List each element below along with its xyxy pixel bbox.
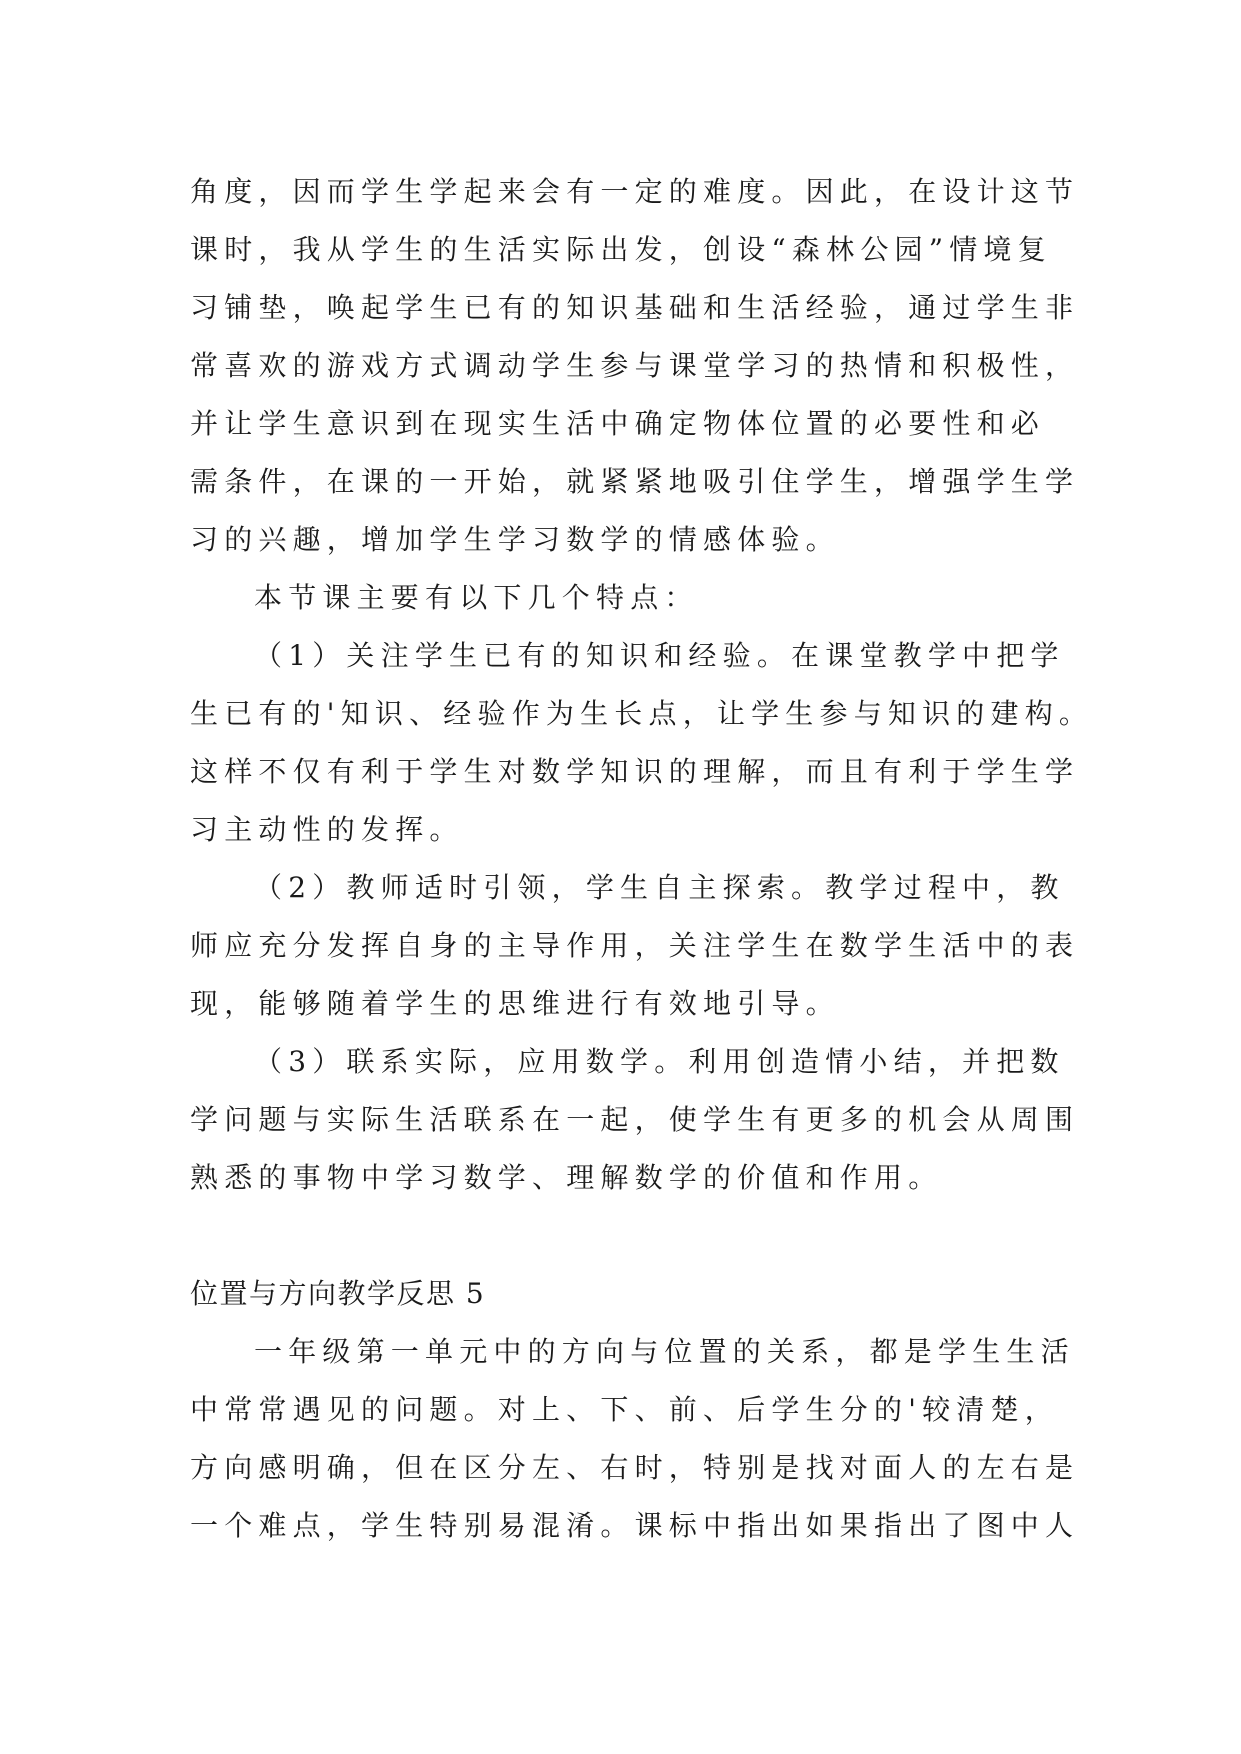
document-body [190,163,1094,1555]
paragraph-line: 本节课主要有以下几个特点： [254,581,699,614]
paragraph-line: 师应充分发挥自身的主导作用，关注学生在数学生活中的表 [190,929,1080,962]
point-2 [190,859,1080,1033]
paragraph-line: 课时，我从学生的生活实际出发，创设“森林公园”情境复 [190,233,1052,266]
paragraph-line: 习主动性的发挥。 [190,813,464,846]
paragraph-3 [190,1323,1080,1555]
paragraph-line: （3）联系实际，应用数学。利用创造情小结，并把数 [254,1045,1065,1078]
paragraph-line: 现，能够随着学生的思维进行有效地引导。 [190,987,840,1020]
paragraph-line: 常喜欢的游戏方式调动学生参与课堂学习的热情和积极性， [190,349,1080,382]
paragraph-line: 并让学生意识到在现实生活中确定物体位置的必要性和必 [190,407,1046,440]
paragraph-line: 生已有的'知识、经验作为生长点，让学生参与知识的建构。 [190,697,1094,730]
point-3 [190,1033,1080,1207]
paragraph-line: （1）关注学生已有的知识和经验。在课堂教学中把学 [254,639,1065,672]
section-heading: 位置与方向教学反思 5 [190,1277,486,1310]
paragraph-line: 一个难点，学生特别易混淆。课标中指出如果指出了图中人 [190,1509,1080,1542]
paragraph-line: 学问题与实际生活联系在一起，使学生有更多的机会从周围 [190,1103,1080,1136]
paragraph-line: 习的兴趣，增加学生学习数学的情感体验。 [190,523,840,556]
paragraph-line: 需条件，在课的一开始，就紧紧地吸引住学生，增强学生学 [190,465,1080,498]
paragraph-line: 这样不仅有利于学生对数学知识的理解，而且有利于学生学 [190,755,1080,788]
paragraph-line: （2）教师适时引领，学生自主探索。教学过程中，教 [254,871,1065,904]
paragraph-line: 一年级第一单元中的方向与位置的关系，都是学生生活 [254,1335,1075,1368]
paragraph-line: 中常常遇见的问题。对上、下、前、后学生分的'较清楚， [190,1393,1059,1426]
section-spacer [190,1207,1070,1265]
paragraph-line: 方向感明确，但在区分左、右时，特别是找对面人的左右是 [190,1451,1080,1484]
paragraph-2 [190,569,1070,627]
section-title [190,1265,1070,1323]
paragraph-line: 习铺垫，唤起学生已有的知识基础和生活经验，通过学生非 [190,291,1080,324]
paragraph-line: 熟悉的事物中学习数学、理解数学的价值和作用。 [190,1161,943,1194]
point-1 [190,627,1094,859]
paragraph-1 [190,163,1080,569]
paragraph-line: 角度，因而学生学起来会有一定的难度。因此，在设计这节 [190,175,1080,208]
